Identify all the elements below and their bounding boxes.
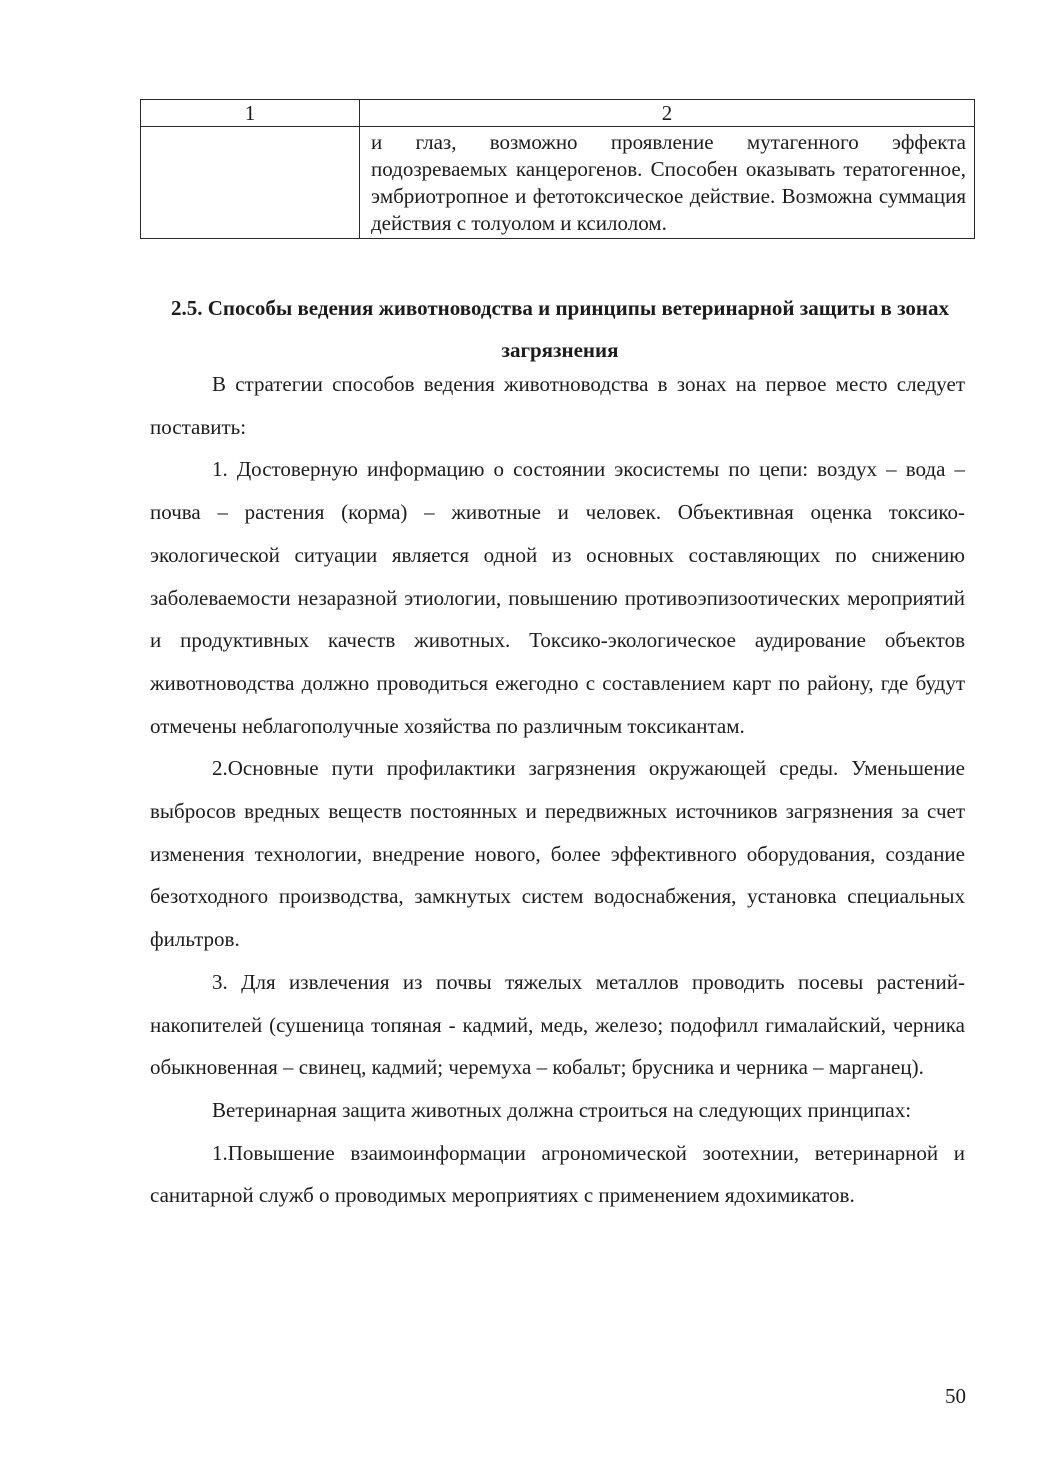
section-heading: 2.5. Способы ведения животноводства и принципы ветеринарной защиты в зонах загрязнения (170, 296, 949, 362)
paragraph: 3. Для извлечения из почвы тяжелых металлов проводить посевы растений-накопителей (сушеница топяная - кадмий, медь, железо; подофилл гималайский, черника обыкновенная – свинец, кадмий; черемуха – кобальт; брусника и черника – марганец). (150, 969, 965, 1080)
table-cell-text: и глаз, возможно проявление мутагенного эффекта подозреваемых канцерогенов. Способен оказывать тератогенное, эмбриотропное и фетотоксическое действие. Возможна суммация действия с толуолом и ксилолом. (360, 127, 975, 239)
paragraph: Ветеринарная защита животных должна строиться на следующих принципах: (212, 1097, 912, 1122)
continued-table (140, 99, 975, 239)
paragraph: 2.Основные пути профилактики загрязнения окружающей среды. Уменьшение выбросов вредных веществ постоянных и передвижных источников загрязнения за счет изменения технологии, внедрение нового, более эффективного оборудования, создание безотходного производства, замкнутых систем водоснабжения, установка специальных фильтров. (150, 756, 965, 952)
paragraph: 1. Достоверную информацию о состоянии экосистемы по цепи: воздух – вода – почва – растения (корма) – животные и человек. Объективная оценка токсико-экологической ситуации является одной из основных составляющих по снижению заболеваемости незаразной этиологии, повышению противоэпизоотических мероприятий и продуктивных качеств животных. Токсико-экологическое аудирование объектов животноводства должно проводиться ежегодно с составлением карт по району, где будут отмечены неблагополучные хозяйства по различным токсикантам. (150, 457, 965, 738)
table-header-col-2: 2 (360, 100, 975, 127)
table-row (141, 127, 975, 239)
paragraph: В стратегии способов ведения животноводства в зонах на первое место следует поставить: (150, 372, 965, 439)
table-cell-empty (141, 127, 360, 239)
paragraph: 1.Повышение взаимоинформации агрономической зоотехнии, ветеринарной и санитарной служб о проводимых мероприятиях с применением ядохимикатов. (150, 1140, 965, 1208)
table-header-col-1: 1 (141, 100, 360, 127)
table-header-row (141, 100, 975, 127)
body-text (150, 363, 965, 1217)
page-number: 50 (945, 1384, 966, 1408)
